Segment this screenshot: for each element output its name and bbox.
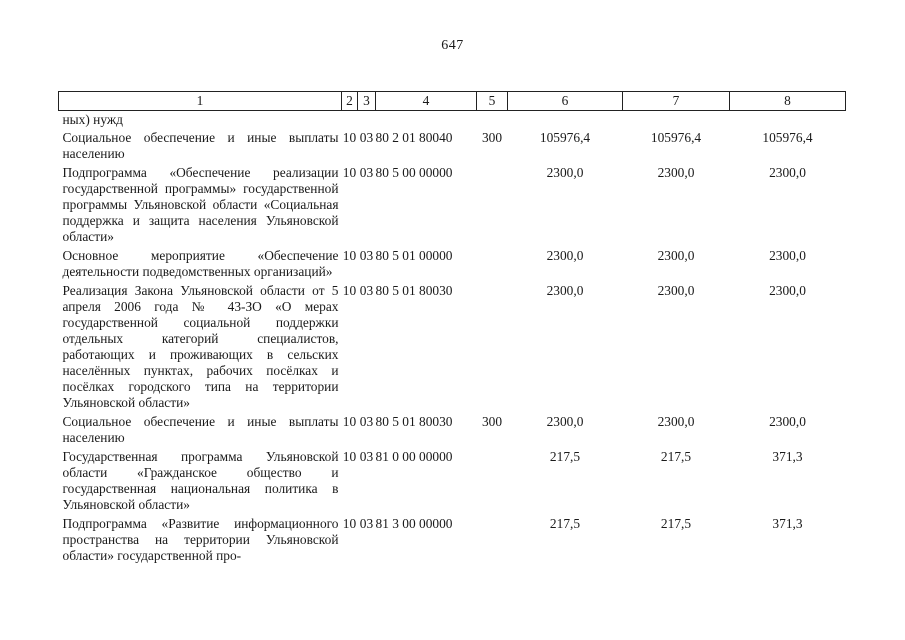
row-value-col7: 2300,0 <box>657 248 695 263</box>
row-rz: 10 <box>342 130 357 145</box>
row-name: Реализация Закона Ульяновской области от 5 апреля 2006 года № 43-ЗО «О мерах государственной социальной поддержки отдельных категорий специалистов, работающих и проживающих в сельских населённых пунктах, рабочих посёлках и посёлках городского типа на территории Ульяновской области» <box>62 283 339 410</box>
row-value-col6: 217,5 <box>549 516 581 531</box>
row-value-col7: 2300,0 <box>657 414 695 429</box>
column-header-1: 1 <box>59 92 342 111</box>
row-value-col8: 2300,0 <box>769 283 806 298</box>
row-value-col7: 105976,4 <box>650 130 702 145</box>
row-csr: 80 5 01 00000 <box>375 248 453 263</box>
continuation-text: ных) нужд <box>62 112 123 127</box>
row-name: Социальное обеспечение и иные выплаты населению <box>62 414 339 445</box>
row-vr <box>477 246 508 281</box>
row-csr: 81 0 00 00000 <box>375 449 453 464</box>
table-row-continuation <box>59 111 846 129</box>
table-row <box>59 412 846 447</box>
row-value-col6: 2300,0 <box>546 414 584 429</box>
row-rz: 10 <box>342 516 357 531</box>
row-csr: 80 2 01 80040 <box>375 130 453 145</box>
header-row <box>59 92 846 111</box>
row-vr: 300 <box>481 130 503 145</box>
page-number: 647 <box>441 38 464 53</box>
row-rz: 10 <box>342 248 357 263</box>
row-value-col8: 371,3 <box>772 516 803 531</box>
row-name: Подпрограмма «Развитие информационного пространства на территории Ульяновской области» государственной про- <box>62 516 339 563</box>
row-value-col7: 217,5 <box>660 449 692 464</box>
row-pr: 03 <box>359 165 374 180</box>
row-value-col7: 2300,0 <box>657 283 695 298</box>
row-value-col6: 217,5 <box>549 449 581 464</box>
table-row <box>59 514 846 565</box>
column-header-4: 4 <box>376 92 477 111</box>
column-header-2: 2 <box>342 92 358 111</box>
row-value-col6: 105976,4 <box>539 130 591 145</box>
row-vr <box>477 514 508 565</box>
table-row <box>59 163 846 246</box>
row-pr: 03 <box>359 130 374 145</box>
row-csr: 81 3 00 00000 <box>375 516 453 531</box>
table-row <box>59 128 846 163</box>
row-vr <box>477 163 508 246</box>
row-name: Подпрограмма «Обеспечение реализации государственной программы» государственной программы Ульяновской области «Социальная поддержка и защита населения Ульяновской области» <box>62 165 339 244</box>
row-value-col6: 2300,0 <box>546 248 584 263</box>
table-row <box>59 246 846 281</box>
column-header-3: 3 <box>358 92 376 111</box>
row-value-col6: 2300,0 <box>546 283 584 298</box>
row-value-col8: 2300,0 <box>769 414 806 429</box>
table-row <box>59 281 846 412</box>
row-csr: 80 5 00 00000 <box>375 165 453 180</box>
row-vr <box>477 281 508 412</box>
column-header-5: 5 <box>477 92 508 111</box>
row-value-col8: 371,3 <box>772 449 803 464</box>
column-header-6: 6 <box>508 92 623 111</box>
row-value-col7: 2300,0 <box>657 165 695 180</box>
row-value-col8: 2300,0 <box>769 248 806 263</box>
row-rz: 10 <box>342 165 357 180</box>
row-vr: 300 <box>481 414 503 429</box>
row-csr: 80 5 01 80030 <box>375 414 453 429</box>
row-vr <box>477 447 508 514</box>
row-name: Социальное обеспечение и иные выплаты населению <box>62 130 339 161</box>
row-value-col8: 2300,0 <box>769 165 806 180</box>
column-header-7: 7 <box>623 92 730 111</box>
row-rz: 10 <box>342 414 357 429</box>
row-name: Государственная программа Ульяновской области «Гражданское общество и государственная национальная политика в Ульяновской области» <box>62 449 339 512</box>
row-csr: 80 5 01 80030 <box>375 283 453 298</box>
row-value-col6: 2300,0 <box>546 165 584 180</box>
row-rz: 10 <box>342 283 357 298</box>
row-pr: 03 <box>359 414 374 429</box>
table-row <box>59 447 846 514</box>
row-pr: 03 <box>359 449 374 464</box>
budget-table <box>58 91 846 565</box>
column-header-8: 8 <box>730 92 846 111</box>
row-rz: 10 <box>342 449 357 464</box>
row-pr: 03 <box>359 516 374 531</box>
row-pr: 03 <box>359 283 374 298</box>
row-name: Основное мероприятие «Обеспечение деятельности подведомственных организаций» <box>62 248 339 279</box>
row-pr: 03 <box>359 248 374 263</box>
row-value-col8: 105976,4 <box>762 130 813 145</box>
row-value-col7: 217,5 <box>660 516 692 531</box>
